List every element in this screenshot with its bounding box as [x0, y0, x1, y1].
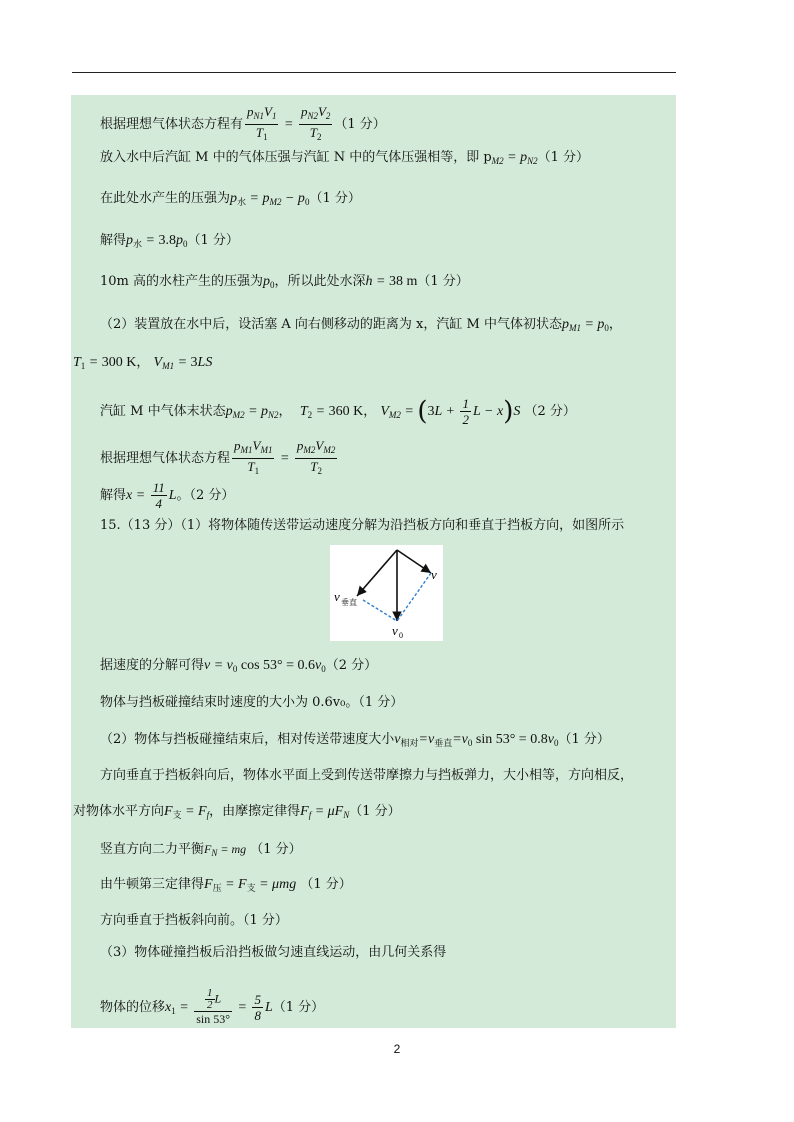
- line-newton-third: 由牛顿第三定律得$F_压 = F_支 = \mu mg$ （1 分）: [100, 877, 352, 893]
- label-v0-sub: 0: [399, 631, 403, 640]
- velocity-diagram-svg: [330, 545, 443, 641]
- line-water-pressure: 在此处水产生的压强为$p_水 = p_{M2} - p_0(1$ 分）: [100, 191, 361, 207]
- line-solve-x: 解得x = $\frac{11}{4}$ L。（2 分）: [100, 480, 235, 511]
- header-rule: [72, 72, 676, 73]
- label-v-perp-sub: 垂直: [341, 598, 357, 607]
- line-ideal-gas-1: 根据理想气体状态方程有 $\frac{p_{N1}V_1}{T_1}$ = $\frac{p_{N2}V_2}{T_2}$ （1 分）: [100, 104, 386, 142]
- line-direction-forward: 方向垂直于挡板斜向前。（1 分）: [100, 913, 288, 928]
- velocity-decomposition-figure: [330, 545, 443, 641]
- dashed-line-1: [363, 600, 397, 621]
- line-speed-after: 物体与挡板碰撞结束时速度的大小为 0.6v₀。（1 分）: [100, 695, 404, 710]
- line-relative-speed: （2）物体与挡板碰撞结束后，相对传送带速度大小$v_{相对}=v_{垂直}=v_0$ $\sin 53^\circ = 0.8v_0(1$ 分）: [100, 732, 610, 748]
- line-solve-pwater: 解得$p_水 = 3.8p_0(1$ 分）: [100, 233, 239, 249]
- line-depth: 10m 高的水柱产生的压强为$p_0$，所以此处水深h = 38 m（1 分）: [100, 274, 469, 290]
- label-v: v: [431, 567, 437, 582]
- line-final-state: 汽缸 M 中气体末状态$p_{M2} = p_{N2}$， $T_2 = 360$ K， $V_{M2} = (3L$ + $\frac{1}{2}$ L − x)S （2 分）: [100, 396, 576, 427]
- line-part2-intro: （2）装置放在水中后，设活塞 A 向右侧移动的距离为 x，汽缸 M 中气体初状态$p_{M1} = p_0$，: [100, 317, 622, 333]
- line-initial-state: $T_1 = 300$ K， $V_{M1} = 3LS$: [73, 355, 213, 371]
- line-velocity-decomp: 据速度的分解可得$v = v_0$ $\cos 53^\circ = 0.6v_0(2$ 分）: [100, 658, 378, 674]
- line-pressure-equal: 放入水中后汽缸 M 中的气体压强与汽缸 N 中的气体压强相等，即 $p_{M2} = p_{N2}(1$ 分）: [100, 150, 590, 166]
- arrow-v: [397, 550, 431, 573]
- line-displacement: 物体的位移$x_1$ = $\frac{1}{2}$ L sin 53° = $\frac{5}{8}$ L（1 分）: [100, 987, 325, 1026]
- label-v0: v: [392, 623, 398, 638]
- label-v-perp: v: [334, 589, 340, 604]
- line-part3-intro: （3）物体碰撞挡板后沿挡板做匀速直线运动，由几何关系得: [100, 945, 447, 960]
- line-q15-intro: 15.（13 分）（1）将物体随传送带运动速度分解为沿挡板方向和垂直于挡板方向，如图所示: [100, 518, 625, 533]
- line-ideal-gas-2: 根据理想气体状态方程 $\frac{p_{M1}V_{M1}}{T_1}$ = $\frac{p_{M2}V_{M2}}{T_2}$: [100, 438, 336, 476]
- line-vertical-balance: 竖直方向二力平衡$F_N$ = mg （1 分）: [100, 842, 302, 858]
- line-direction-friction: 方向垂直于挡板斜向后，物体水平面上受到传送带摩擦力与挡板弹力，大小相等，方向相反，: [100, 768, 634, 783]
- dashed-line-2: [397, 573, 431, 621]
- arrow-v-perp: [357, 550, 397, 596]
- page-number: 2: [393, 1042, 401, 1056]
- line-horizontal-balance: 对物体水平方向$F_支 = F_f$，由摩擦定律得$F_f = \mu F_N(1$ 分）: [73, 804, 401, 820]
